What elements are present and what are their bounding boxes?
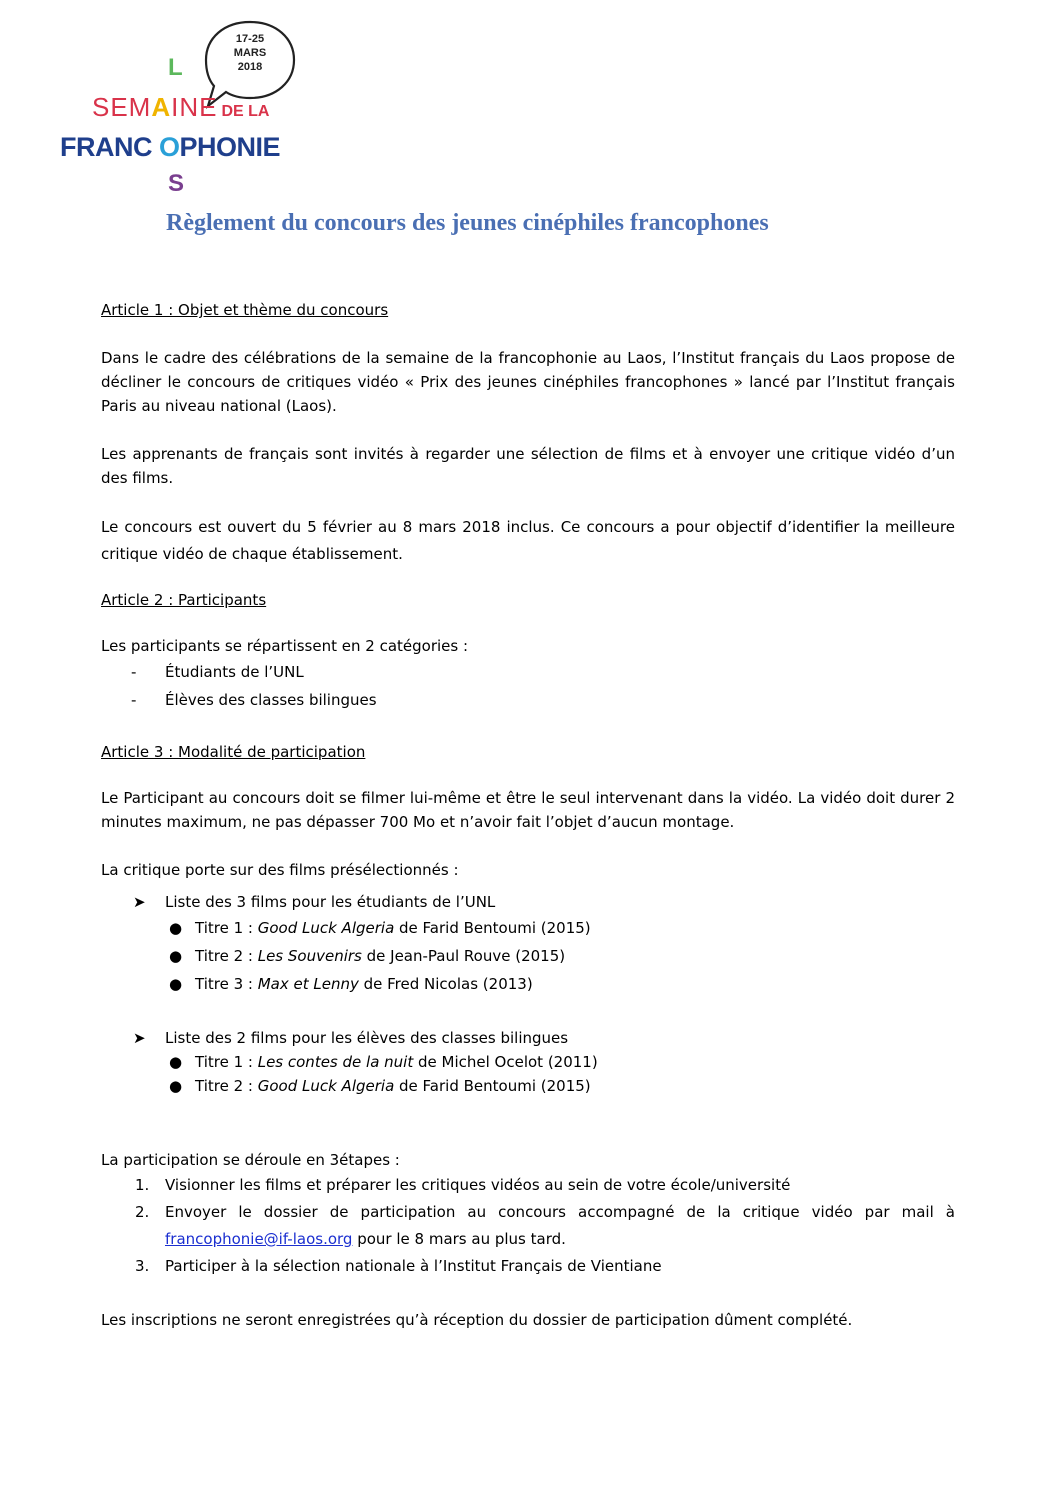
- film-list-bilingue-label: Liste des 2 films pour les élèves des classes bilingues: [165, 1029, 569, 1047]
- logo-dates: [210, 32, 290, 74]
- logo-dates-days: 17-25: [235, 33, 265, 45]
- list-item: 1. Visionner les films et préparer les critiques vidéos au sein de votre école/université: [135, 1176, 791, 1194]
- article3-heading: Article 3 : Modalité de participation: [101, 743, 366, 761]
- article1-heading: Article 1 : Objet et thème du concours: [101, 301, 389, 319]
- film-title-label: Titre 3 :: [195, 975, 258, 993]
- article1-paragraph-1: Dans le cadre des célébrations de la semaine de la francophonie au Laos, l’Institut français du Laos propose de décliner le concours de critiques vidéo « Prix des jeunes cinéphiles francophones » lancé par l’Institut français Paris au niveau national (Laos).: [101, 349, 955, 415]
- logo-letter-s: S: [168, 170, 185, 197]
- article2-heading: Article 2 : Participants: [101, 591, 267, 609]
- film-title-label: Titre 1 :: [195, 919, 258, 937]
- film-name: Max et Lenny: [257, 975, 359, 993]
- film-lists: [101, 890, 955, 1098]
- step-text: Participer à la sélection nationale à l’Institut Français de Vientiane: [165, 1257, 662, 1275]
- logo-letter-l: L: [168, 54, 183, 81]
- arrow-bullet-icon: ➤: [133, 1029, 146, 1047]
- film-director: de Fred Nicolas (2013): [358, 975, 533, 993]
- film-list-bilingue: [165, 1050, 955, 1098]
- steps-intro: La participation se déroule en 3étapes :: [101, 1151, 400, 1169]
- list-item: [101, 890, 955, 998]
- article3-paragraph-1: Le Participant au concours doit se filmer lui-même et être le seul intervenant dans la vidéo. La vidéo doit durer 2 minutes maximum, ne pas dépasser 700 Mo et n’avoir fait l’objet d’aucun montage.: [101, 789, 955, 831]
- logo-semaine-start: SEM: [92, 92, 152, 122]
- email-link[interactable]: francophonie@if-laos.org: [165, 1230, 353, 1248]
- logo-franco-start: FRANC: [60, 132, 152, 162]
- list-item: ● Titre 1 : Good Luck Algeria de Farid Bentoumi (2015): [169, 919, 591, 937]
- participant-categories-list: [101, 658, 955, 714]
- article1-paragraph-2: Les apprenants de français sont invités à regarder une sélection de films et à envoyer une critique vidéo d’un des films.: [101, 445, 955, 487]
- category-label: Étudiants de l’UNL: [165, 663, 304, 681]
- step-text: Visionner les films et préparer les critiques vidéos au sein de votre école/université: [165, 1176, 791, 1194]
- film-name: Good Luck Algeria: [257, 1077, 395, 1095]
- article2-intro: Les participants se répartissent en 2 catégories :: [101, 637, 469, 655]
- list-item: ● Titre 2 : Good Luck Algeria de Farid Bentoumi (2015): [169, 1077, 591, 1095]
- participation-steps: [101, 1172, 955, 1280]
- film-title-label: Titre 1 :: [195, 1053, 258, 1071]
- film-title-label: Titre 2 :: [195, 947, 258, 965]
- list-item: 3. Participer à la sélection nationale à l’Institut Français de Vientiane: [135, 1257, 662, 1275]
- logo-dates-month: MARS: [233, 47, 267, 59]
- film-name: Les Souvenirs: [257, 947, 362, 965]
- film-director: de Jean-Paul Rouve (2015): [361, 947, 566, 965]
- logo-dates-year: 2018: [237, 61, 263, 73]
- article1-paragraph-3: Le concours est ouvert du 5 février au 8 mars 2018 inclus. Ce concours a pour objectif d’identifier la meilleure critique vidéo de chaque établissement.: [101, 518, 955, 563]
- document-body: [101, 298, 955, 1332]
- film-director: de Farid Bentoumi (2015): [394, 1077, 591, 1095]
- list-item: ● Titre 3 : Max et Lenny de Fred Nicolas (2013): [169, 975, 533, 993]
- page-title: Règlement du concours des jeunes cinéphiles francophones: [166, 210, 769, 236]
- step-text: Envoyer le dossier de participation au concours accompagné de la critique vidéo par mail à: [165, 1203, 955, 1221]
- list-item: - Étudiants de l’UNL: [131, 663, 304, 681]
- film-director: de Michel Ocelot (2011): [413, 1053, 598, 1071]
- logo-semaine-francophonie: [60, 18, 310, 200]
- logo-semaine-a: A: [151, 92, 172, 122]
- logo-franco-end: PHONIE: [179, 132, 281, 162]
- list-item: [101, 1026, 955, 1098]
- arrow-bullet-icon: ➤: [133, 893, 146, 911]
- logo-semaine: [92, 92, 269, 123]
- films-intro: La critique porte sur des films présélectionnés :: [101, 861, 459, 879]
- film-director: de Farid Bentoumi (2015): [394, 919, 591, 937]
- logo-franco-o: O: [159, 132, 180, 162]
- film-name: Good Luck Algeria: [257, 919, 395, 937]
- logo-de-la: DE LA: [221, 103, 270, 120]
- logo-francophonie: [60, 132, 280, 163]
- list-item: 2. Envoyer le dossier de participation au concours accompagné de la critique vidéo par mail à francophonie@if-laos.org pour le 8 mars au plus tard.: [135, 1203, 955, 1248]
- film-list-unl: [165, 914, 955, 998]
- film-name: Les contes de la nuit: [257, 1053, 414, 1071]
- film-list-unl-label: Liste des 3 films pour les étudiants de l’UNL: [165, 893, 496, 911]
- list-item: ● Titre 1 : Les contes de la nuit de Michel Ocelot (2011): [169, 1053, 598, 1071]
- logo-semaine-end: INE: [171, 92, 218, 122]
- closing-paragraph: Les inscriptions ne seront enregistrées qu’à réception du dossier de participation dûment complété.: [101, 1311, 853, 1329]
- category-label: Élèves des classes bilingues: [165, 691, 377, 709]
- step-text-end: pour le 8 mars au plus tard.: [352, 1230, 566, 1248]
- list-item: - Élèves des classes bilingues: [131, 691, 377, 709]
- list-item: ● Titre 2 : Les Souvenirs de Jean-Paul Rouve (2015): [169, 947, 566, 965]
- film-title-label: Titre 2 :: [195, 1077, 258, 1095]
